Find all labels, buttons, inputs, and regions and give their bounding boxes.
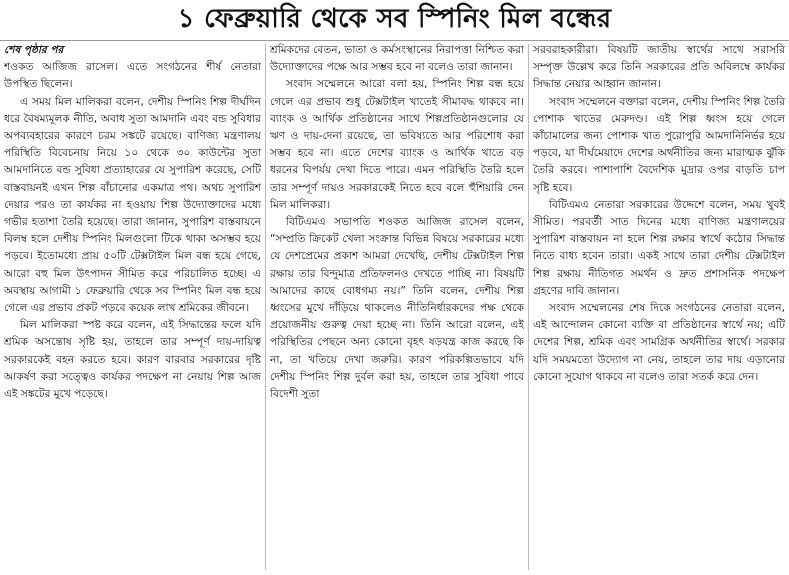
paragraph: সংবাদ সম্মেলনে বক্তারা বলেন, দেশীয় স্পিনিং শিল্প তৈরি পোশাক খাতের মেরুদণ্ড। এই শিল্প ধ্বংস হয়ে গেলে কাঁচামালের জন্য পোশাক খাত পুরোপুরি আমদানিনির্ভর হয়ে পড়বে, যা দীর্ঘমেয়াদে দেশের অর্থনীতির জন্য মারাত্মক ঝুঁকি তৈরি করবে। পাশাপাশি বৈদেশিক মুদ্রার ওপর বাড়তি চাপ সৃষ্টি হবে। bbox=[533, 95, 785, 194]
paragraph: শওকত আজিজ রাসেল। এতে সংগঠনের শীর্ষ নেতারা উপস্থিত ছিলেন। bbox=[4, 61, 261, 91]
paragraph: এ সময় মিল মালিকরা বলেন, দেশীয় স্পিনিং শিল্প দীর্ঘদিন ধরে বৈষম্যমূলক নীতি, অবাধ সুতা আমদানি এবং বন্ড সুবিধার অপব্যবহারের কারণে চরম সঙ্কটে রয়েছে। বাণিজ্য মন্ত্রণালয় পরিস্থিতি বিবেচনায় নিয়ে ১০ থেকে ৩০ কাউন্টের সুতা আমদানিতে বন্ড সুবিধা প্রত্যাহারের যে সুপারিশ করেছে, সেটি বাস্তবায়নই এখন শিল্প বাঁচানোর একমাত্র পথ। অথচ সুপারিশ দেয়ার পরও তা কার্যকর না হওয়ায় শিল্প উদ্যোক্তাদের মধ্যে গভীর হতাশা তৈরি হয়েছে। তারা জানান, সুপারিশ বাস্তবায়নে বিলম্ব হলে দেশীয় স্পিনিং মিলগুলো টিকে থাকা অসম্ভব হয়ে পড়বে। ইতোমধ্যে প্রায় ৫০টি টেক্সটাইল মিল বন্ধ হয়ে গেছে, আরো বহু মিল উৎপাদন সীমিত করে পরিচালিত হচ্ছে। এ অবস্থায় আগামী ১ ফেব্রুয়ারি থেকে সব স্পিনিং মিল বন্ধ হয়ে গেলে এর প্রভাব প্রকট পড়বে কয়েক লাখ শ্রমিকের জীবনে। bbox=[4, 95, 261, 315]
article-column-2 bbox=[270, 42, 524, 572]
column-divider-2 bbox=[528, 44, 529, 570]
paragraph: সরবরাহকারীরা। বিষয়টি জাতীয় স্বার্থের সাথে সরাসরি সম্পৃক্ত উল্লেখ করে তিনি সরকারের প্রতি অবিলম্বে কার্যকর সিদ্ধান্ত নেয়ার আহ্বান জানান। bbox=[533, 44, 785, 91]
paragraph: বিটিএমএ সভাপতি শওকত আজিজ রাসেল বলেন, “সম্প্রতি ক্রিকেট খেলা সংক্রান্ত বিভিন্ন বিষয়ে সরকারের মধ্যে যে দেশপ্রেমের প্রকাশ আমরা দেখেছি, দেশীয় টেক্সটাইল শিল্প রক্ষায় তার বিন্দুমাত্র প্রতিফলনও দেখতে পাচ্ছি না। বিষয়টি আমাদের কাছে বোধগম্য নয়।” তিনি বলেন, দেশীয় শিল্প ধ্বংসের মুখে দাঁড়িয়ে থাকলেও নীতিনির্ধারকদের পক্ষ থেকে প্রয়োজনীয় গুরুত্ব দেয়া হচ্ছে না। তিনি আরো বলেন, এই পরিস্থিতির পেছনে অন্য কোনো বৃহৎ ষড়যন্ত্র কাজ করছে কি না, তা খতিয়ে দেখা জরুরি। কারণ পরিকল্পিতভাবে যদি দেশীয় স্পিনিং শিল্প দুর্বল করা হয়, তাহলে তার সুবিধা পাবে বিদেশী সুতা bbox=[270, 216, 524, 401]
article-column-1 bbox=[4, 42, 261, 572]
paragraph: সংবাদ সম্মেলনের শেষ দিকে সংগঠনের নেতারা বলেন, এই আন্দোলন কোনো ব্যক্তি বা প্রতিষ্ঠানের স্বার্থে নয়; এটি দেশের শিল্প, শ্রমিক এবং সামগ্রিক অর্থনীতির স্বার্থে। সরকার যদি সময়মতো উদ্যোগ না নেয়, তাহলে তার দায় এড়ানোর কোনো সুযোগ থাকবে না বলেও তারা সতর্ক করে দেন। bbox=[533, 302, 785, 383]
column-divider-1 bbox=[265, 44, 266, 570]
continued-from-label: শেষ পৃষ্ঠার পর bbox=[4, 44, 64, 56]
headline: ১ ফেব্রুয়ারি থেকে সব স্পিনিং মিল বন্ধের bbox=[0, 0, 789, 41]
paragraph: বিটিএমএ নেতারা সরকারের উদ্দেশে বলেন, সময় খুবই সীমিত। পরবর্তী সাত দিনের মধ্যে বাণিজ্য মন্ত্রণালয়ের সুপারিশ বাস্তবায়ন না হলে শিল্প রক্ষার স্বার্থে কঠোর সিদ্ধান্ত নিতে বাধ্য হবেন তারা। একই সাথে তারা দেশীয় টেক্সটাইল শিল্প রক্ষায় নীতিগত সমর্থন ও দ্রুত প্রশাসনিক পদক্ষেপ গ্রহণের দাবি জানান। bbox=[533, 198, 785, 297]
paragraph: শ্রমিকদের বেতন, ভাতা ও কর্মসংস্থানের নিরাপত্তা নিশ্চিত করা উদ্যোক্তাদের পক্ষে আর সম্ভব হবে না বলেও তারা জানান। bbox=[270, 44, 524, 74]
paragraph: মিল মালিকরা স্পষ্ট করে বলেন, এই সিদ্ধান্তের ফলে যদি শ্রমিক অসন্তোষ সৃষ্টি হয়, তাহলে তার সম্পূর্ণ দায়-দায়িত্ব সরকারকেই বহন করতে হবে। কারণ বারবার সরকারের দৃষ্টি আকর্ষণ করা সত্ত্বেও কার্যকর পদক্ষেপ না নেয়ায় শিল্প আজ এই সঙ্কটের মুখে পড়েছে। bbox=[4, 319, 261, 401]
paragraph: সংবাদ সম্মেলনে আরো বলা হয়, স্পিনিং শিল্প বন্ধ হয়ে গেলে এর প্রভাব শুধু টেক্সটাইল খাতেই সীমাবদ্ধ থাকবে না। ব্যাংক ও আর্থিক প্রতিষ্ঠানের সাথে শিল্পপ্রতিষ্ঠানগুলোর যে ঋণ ও দায়-দেনা রয়েছে, তা ভবিষ্যতে আর পরিশোধ করা সম্ভব হবে না। এতে দেশের ব্যাংক ও আর্থিক খাতে বড় ধরনের বিপর্যয় দেখা দিতে পারে। এমন পরিস্থিতি তৈরি হলে তার সম্পূর্ণ দায়ও সরকারকেই নিতে হবে বলে হুঁশিয়ারি দেন মিল মালিকরা। bbox=[270, 78, 524, 211]
article-column-3 bbox=[533, 42, 785, 572]
continuation-label bbox=[4, 42, 261, 59]
